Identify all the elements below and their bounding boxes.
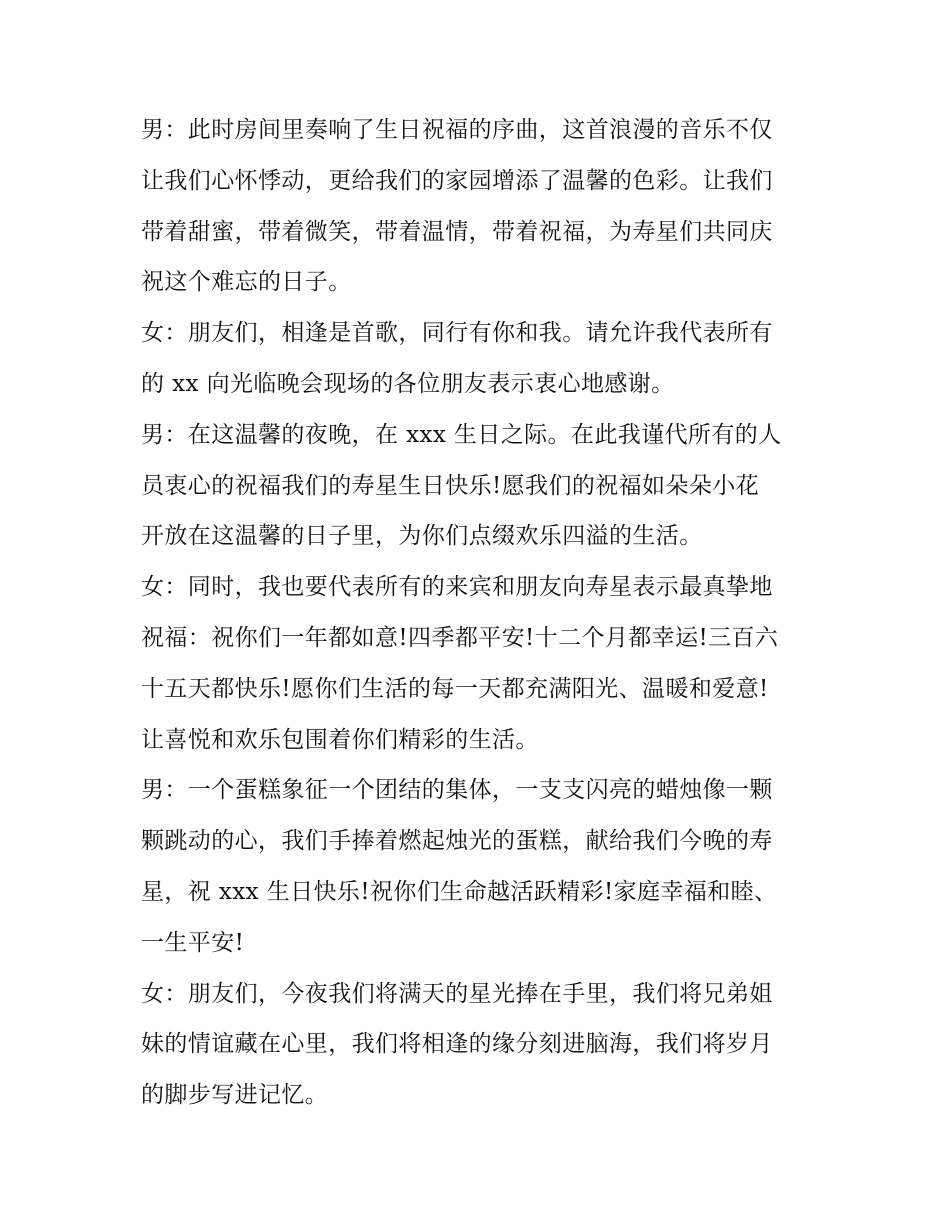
text-line: 让我们心怀悸动，更给我们的家园增添了温馨的色彩。让我们 <box>141 167 773 194</box>
document-body <box>141 105 821 1121</box>
text-line: 十五天都快乐!愿你们生活的每一天都充满阳光、温暖和爱意! <box>141 675 769 702</box>
text-line: 员衷心的祝福我们的寿星生日快乐!愿我们的祝福如朵朵小花 <box>141 472 760 499</box>
text-line: 妹的情谊藏在心里，我们将相逢的缘分刻进脑海，我们将岁月 <box>141 1031 773 1058</box>
text-line: 开放在这温馨的日子里，为你们点缀欢乐四溢的生活。 <box>141 523 703 550</box>
text-line: 让喜悦和欢乐包围着你们精彩的生活。 <box>141 726 539 753</box>
text-line: 男：一个蛋糕象征一个团结的集体，一支支闪亮的蜡烛像一颗 <box>141 777 773 804</box>
text-line: 祝这个难忘的日子。 <box>141 269 352 296</box>
text-line: 女：同时，我也要代表所有的来宾和朋友向寿星表示最真挚地 <box>141 574 773 601</box>
text-line: 一生平安! <box>141 929 245 956</box>
text-line: 男：在这温馨的夜晚，在 xxx 生日之际。在此我谨代所有的人 <box>141 421 782 448</box>
text-line: 带着甜蜜，带着微笑，带着温情，带着祝福，为寿星们共同庆 <box>141 218 773 245</box>
text-line: 祝福：祝你们一年都如意!四季都平安!十二个月都幸运!三百六 <box>141 624 779 651</box>
text-line: 女：朋友们，相逢是首歌，同行有你和我。请允许我代表所有 <box>141 320 773 347</box>
text-line: 男：此时房间里奏响了生日祝福的序曲，这首浪漫的音乐不仅 <box>141 117 773 143</box>
text-line: 女：朋友们，今夜我们将满天的星光捧在手里，我们将兄弟姐 <box>141 980 773 1007</box>
text-line: 星，祝 xxx 生日快乐!祝你们生命越活跃精彩!家庭幸福和睦、 <box>141 878 778 905</box>
text-line: 颗跳动的心，我们手捧着燃起烛光的蛋糕，献给我们今晚的寿 <box>141 828 773 855</box>
text-line: 的 xx 向光临晚会现场的各位朋友表示衷心地感谢。 <box>141 370 675 397</box>
text-line: 的脚步写进记忆。 <box>141 1082 329 1109</box>
